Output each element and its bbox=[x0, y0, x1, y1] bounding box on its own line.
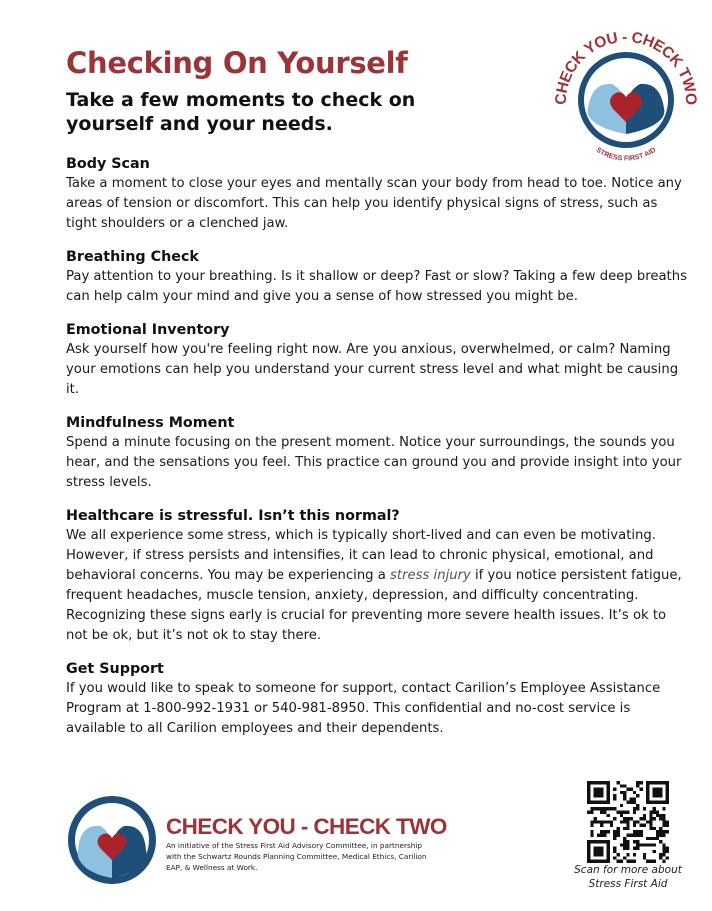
section-heading: Mindfulness Moment bbox=[66, 415, 235, 431]
page-subtitle: Take a few moments to check on yourself and your needs. bbox=[66, 89, 416, 135]
text-segment: We all experience some stress, which is typically short-lived and can even be motivating. However, if stress persists and intensifies, it can lead to chronic physical, emotional, and behavioral concerns. You may be experiencing a bbox=[66, 528, 656, 583]
section-breathing-check bbox=[66, 247, 690, 307]
section-text: Pay attention to your breathing. Is it shallow or deep? Fast or slow? Taking a few deep breaths can help calm your mind and give you a sense of how stressed you might be. bbox=[66, 269, 687, 304]
footer-description: An initiative of the Stress First Aid Advisory Committee, in partnership with the Schwartz Rounds Planning Committee, Medical Ethics, Carilion EAP, & Wellness at Work. bbox=[166, 841, 427, 872]
qr-code[interactable] bbox=[587, 781, 669, 863]
footer-logo bbox=[66, 794, 158, 886]
text-segment: if you notice persistent fatigue, frequent headaches, muscle tension, anxiety, depression, and difficulty concentrating. Recognizing these signs early is crucial for preventing more severe health issues. It’s ok to not be ok, but it’s not ok to stay there. bbox=[66, 568, 682, 643]
check-you-check-two-logo bbox=[552, 22, 700, 168]
section-healthcare-stress bbox=[66, 506, 690, 646]
section-text bbox=[66, 526, 690, 646]
section-heading: Emotional Inventory bbox=[66, 322, 230, 338]
section-body-scan bbox=[66, 154, 690, 234]
svg-text:CHECK YOU - CHECK TWO: CHECK YOU - CHECK TWO bbox=[552, 28, 700, 106]
svg-text:STRESS FIRST AID: STRESS FIRST AID bbox=[594, 146, 658, 163]
section-text: Ask yourself how you're feeling right now. Are you anxious, overwhelmed, or calm? Naming your emotions can help you understand your current stress level and what might be causing it. bbox=[66, 342, 679, 397]
section-text: If you would like to speak to someone for support, contact Carilion’s Employee Assistance Program at 1-800-992-1931 or 540-981-8950. This confidential and no-cost service is available to all Carilion employees and their dependents. bbox=[66, 681, 661, 736]
section-get-support bbox=[66, 659, 690, 739]
stress-injury-emphasis: stress injury bbox=[390, 568, 471, 583]
main-content bbox=[66, 154, 690, 752]
section-mindfulness-moment bbox=[66, 413, 690, 493]
section-text: Spend a minute focusing on the present moment. Notice your surroundings, the sounds you hear, and the sensations you feel. This practice can ground you and provide insight into your stress levels. bbox=[66, 435, 682, 490]
section-text: Take a moment to close your eyes and mentally scan your body from head to toe. Notice any areas of tension or discomfort. This can help you identify physical signs of stress, such as tight shoulders or a clenched jaw. bbox=[66, 176, 682, 231]
section-heading: Body Scan bbox=[66, 156, 150, 172]
section-heading: Breathing Check bbox=[66, 249, 199, 265]
section-heading: Get Support bbox=[66, 661, 164, 677]
section-emotional-inventory bbox=[66, 320, 690, 400]
qr-caption: Scan for more about Stress First Aid bbox=[574, 864, 682, 890]
section-heading: Healthcare is stressful. Isn’t this normal? bbox=[66, 508, 400, 524]
page-title: Checking On Yourself bbox=[66, 46, 408, 80]
footer-brand: CHECK YOU - CHECK TWO bbox=[166, 814, 447, 839]
